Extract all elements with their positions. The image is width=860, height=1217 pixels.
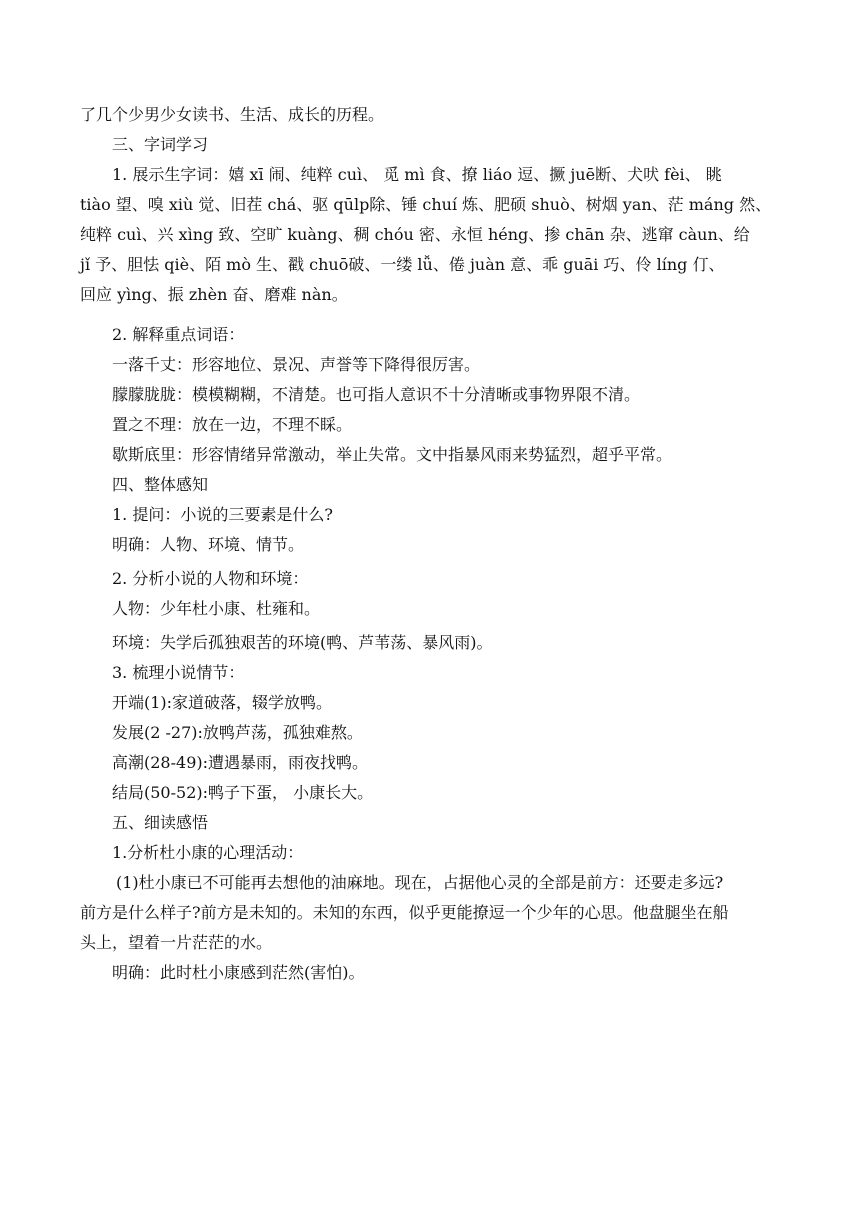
text-line: 人物：少年杜小康、杜雍和。 [112,599,321,618]
text-line: 3. 梳理小说情节： [112,663,245,682]
text-line: (1)杜小康已不可能再去想他的油麻地。现在，占据他心灵的全部是前方：还要走多远? [116,873,724,892]
text-line: 前方是什么样子?前方是未知的。未知的东西，似乎更能撩逗一个少年的心思。他盘腿坐在船 [80,903,729,922]
text-line: 置之不理：放在一边，不理不睬。 [112,415,353,434]
text-line: 1. 提问：小说的三要素是什么? [112,505,333,524]
text-line: 环境：失学后孤独艰苦的环境(鸭、芦苇荡、暴风雨)。 [112,633,493,652]
text-line: 明确：人物、环境、情节。 [112,535,305,554]
text-line: 头上，望着一片茫茫的水。 [80,933,273,952]
text-line: 结局(50-52):鸭子下蛋， 小康长大。 [112,783,374,802]
text-line: 一落千丈：形容地位、景况、声誉等下降得很厉害。 [112,355,481,374]
section-heading: 三、字词学习 [112,135,209,154]
text-line: 1. 展示生字词：嬉 xī 闹、纯粹 cuì、 觅 mì 食、撩 liáo 逗、撅 juē断、犬吠 fèi、 眺 [112,165,722,184]
text-line: 朦朦胧胧：模模糊糊，不清楚。也可指人意识不十分清晰或事物界限不清。 [112,385,641,404]
text-line: 纯粹 cuì、兴 xìng 致、空旷 kuàng、稠 chóu 密、永恒 héng、掺 chān 杂、逃窜 càun、给 [80,225,750,244]
text-line: 高潮(28-49):遭遇暴雨，雨夜找鸭。 [112,753,369,772]
document-page [80,100,792,988]
text-line: 2. 分析小说的人物和环境： [112,569,309,588]
section-heading: 四、整体感知 [112,475,209,494]
text-line: 回应 yìng、振 zhèn 奋、磨难 nàn。 [80,285,348,304]
text-line: 1.分析杜小康的心理活动： [112,843,304,862]
text-line: 开端(1):家道破落，辍学放鸭。 [112,693,333,712]
text-line: jǐ 予、胆怯 qiè、陌 mò 生、戳 chuō破、一缕 lǚ、倦 juàn 意、乖 guāi 巧、伶 líng 仃、 [80,255,725,274]
text-line: 歇斯底里：形容情绪异常激动，举止失常。文中指暴风雨来势猛烈，超乎平常。 [112,445,673,464]
text-line: tiào 望、嗅 xiù 觉、旧茬 chá、驱 qūlp除、锤 chuí 炼、肥硕 shuò、树烟 yan、茫 máng 然、 [80,195,772,214]
text-line: 明确：此时杜小康感到茫然(害怕)。 [112,963,365,982]
section-heading: 五、细读感悟 [112,813,209,832]
text-line: 2. 解释重点词语： [112,325,245,344]
text-line: 了几个少男少女读书、生活、成长的历程。 [80,105,385,124]
text-line: 发展(2 -27):放鸭芦荡，孤独难熬。 [112,723,363,742]
